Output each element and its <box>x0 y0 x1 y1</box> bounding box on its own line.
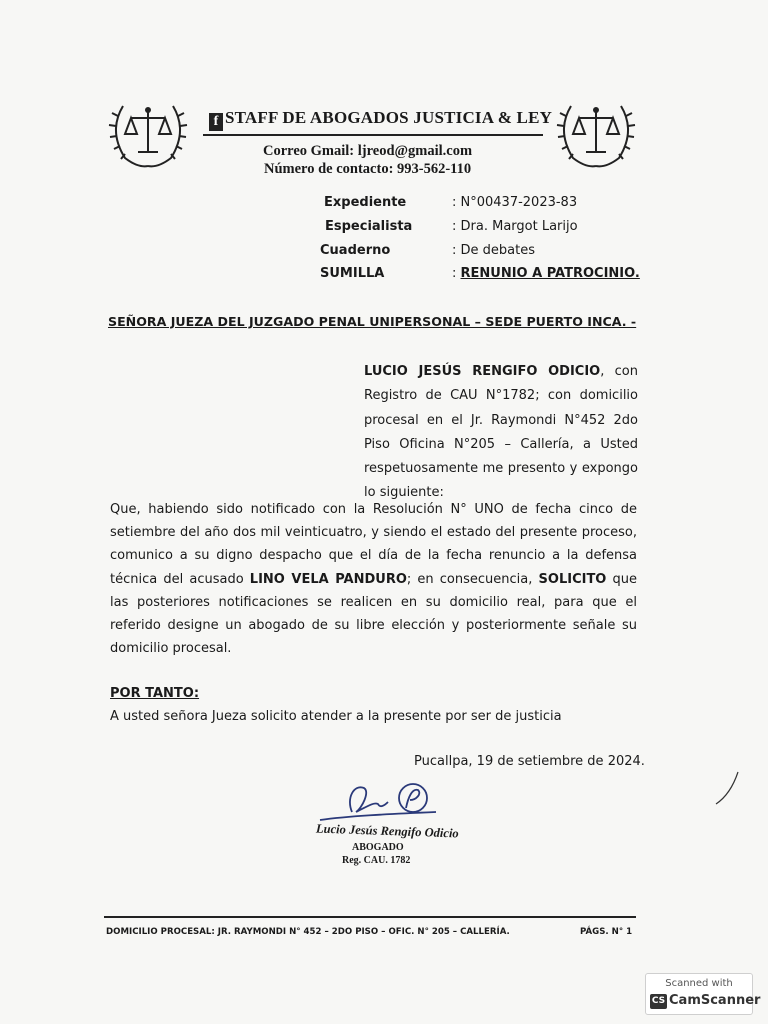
handwritten-signature <box>318 778 438 826</box>
camscanner-watermark <box>645 973 761 1015</box>
body-part-1: Que, habiendo sido notificado con la Resolución N° UNO de fecha cinco de setiembre del año dos mil veinticuatro, y siendo el estado del presente proceso, comunico a su digno despacho que el día de la fecha renuncio a la defensa técnica del acusado <box>110 502 637 587</box>
cuaderno-value: : De debates <box>452 243 535 258</box>
place-and-date: Pucallpa, 19 de setiembre de 2024. <box>414 754 645 769</box>
sumilla-label: SUMILLA <box>320 266 385 281</box>
contact-number-line: Número de contacto: 993-562-110 <box>264 161 472 177</box>
accused-name: LINO VELA PANDURO <box>249 571 407 587</box>
cuaderno-label: Cuaderno <box>320 243 391 258</box>
body-paragraph <box>110 498 637 660</box>
header-divider <box>203 134 543 136</box>
scales-of-justice-logo-right <box>551 96 641 176</box>
scales-of-justice-logo-left <box>103 96 193 176</box>
intro-text: , con Registro de CAU N°1782; con domicilio procesal en el Jr. Raymondi N°452 2do Piso Oficina N°205 – Callería, a Usted respetuosamente me presento y expongo lo siguiente: <box>364 364 638 501</box>
por-tanto-heading: POR TANTO: <box>110 686 200 701</box>
lawyer-name: LUCIO JESÚS RENGIFO ODICIO <box>364 364 601 379</box>
sumilla-text: RENUNIO A PATROCINIO. <box>460 266 640 281</box>
scanned-with-label: Scanned with <box>665 978 733 989</box>
solicito-word: SOLICITO <box>538 571 607 587</box>
footer-divider <box>104 916 636 918</box>
page-number: PÁGS. N° 1 <box>580 927 633 937</box>
camscanner-name: CamScanner <box>669 993 761 1008</box>
addressee-line: SEÑORA JUEZA DEL JUZGADO PENAL UNIPERSONAL – SEDE PUERTO INCA. - <box>108 314 637 329</box>
closing-request: A usted señora Jueza solicito atender a la presente por ser de justicia <box>110 709 562 724</box>
sumilla-prefix: : <box>452 266 461 281</box>
firm-name-text: STAFF DE ABOGADOS JUSTICIA & LEY <box>225 108 553 127</box>
email-line: Correo Gmail: ljreod@gmail.com <box>263 143 473 159</box>
expediente-value: : N°00437-2023-83 <box>452 195 578 210</box>
facebook-icon: f <box>209 113 223 131</box>
firm-name <box>209 108 552 131</box>
expediente-label: Expediente <box>324 195 407 210</box>
intro-paragraph <box>364 360 638 506</box>
especialista-label: Especialista <box>325 219 413 234</box>
sumilla-value <box>452 266 640 281</box>
camscanner-logo-icon: CS <box>650 994 667 1009</box>
body-part-3: que las posteriores notificaciones se realicen en su domicilio real, para que el referido designe un abogado de su libre elección y posteriormente señale su domicilio procesal. <box>110 571 638 657</box>
body-part-2: ; en consecuencia, <box>406 571 539 587</box>
especialista-value: : Dra. Margot Larijo <box>452 219 578 234</box>
signature-name: Lucio Jesús Rengifo Odicio <box>315 821 459 841</box>
signature-registry: Reg. CAU. 1782 <box>342 855 411 866</box>
margin-pen-stroke <box>712 770 742 806</box>
signature-title: ABOGADO <box>352 842 404 853</box>
footer-address: DOMICILIO PROCESAL: JR. RAYMONDI N° 452 – 2DO PISO – OFIC. N° 205 – CALLERÍA. <box>106 927 510 937</box>
